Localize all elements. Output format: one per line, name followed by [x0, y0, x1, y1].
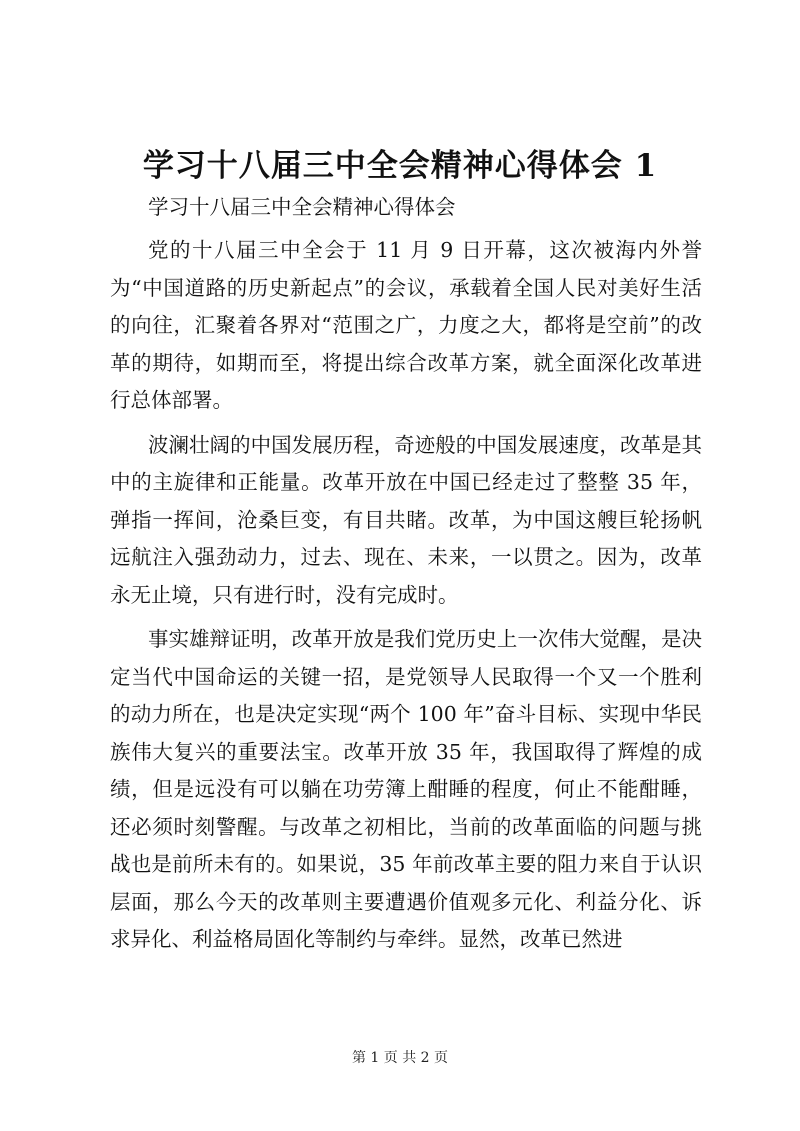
- paragraph: 波澜壮阔的中国发展历程，奇迹般的中国发展速度，改革是其中的主旋律和正能量。改革开放在中国已经走过了整整 35 年，弹指一挥间，沧桑巨变，有目共睹。改革，为中国这艘巨轮扬帆远航注入强劲动力，过去、现在、未来，一以贯之。因为，改革永无止境，只有进行时，没有完成时。: [110, 432, 702, 607]
- document-subtitle: 学习十八届三中全会精神心得体会: [148, 195, 456, 219]
- document-title: 学习十八届三中全会精神心得体会 1: [142, 148, 658, 184]
- paragraph: 事实雄辩证明，改革开放是我们党历史上一次伟大觉醒，是决定当代中国命运的关键一招，是党领导人民取得一个又一个胜利的动力所在，也是决定实现“两个 100 年”奋斗目标、实现中华民族伟大复兴的重要法宝。改革开放 35 年，我国取得了辉煌的成绩，但是远没有可以躺在功劳簿上酣睡的程度，何止不能酣睡，还必须时刻警醒。与改革之初相比，当前的改革面临的问题与挑战也是前所未有的。如果说，35 年前改革主要的阻力来自于认识层面，那么今天的改革则主要遭遇价值观多元化、利益分化、诉求异化、利益格局固化等制约与牵绊。显然，改革已然进: [110, 627, 702, 951]
- paragraph: 党的十八届三中全会于 11 月 9 日开幕，这次被海内外誉为“中国道路的历史新起点”的会议，承载着全国人民对美好生活的向往，汇聚着各界对“范围之广，力度之大，都将是空前”的改革的期待，如期而至，将提出综合改革方案，就全面深化改革进行总体部署。: [110, 238, 702, 412]
- document-body: [110, 232, 702, 959]
- page-footer: 第 1 页 共 2 页: [351, 1050, 449, 1066]
